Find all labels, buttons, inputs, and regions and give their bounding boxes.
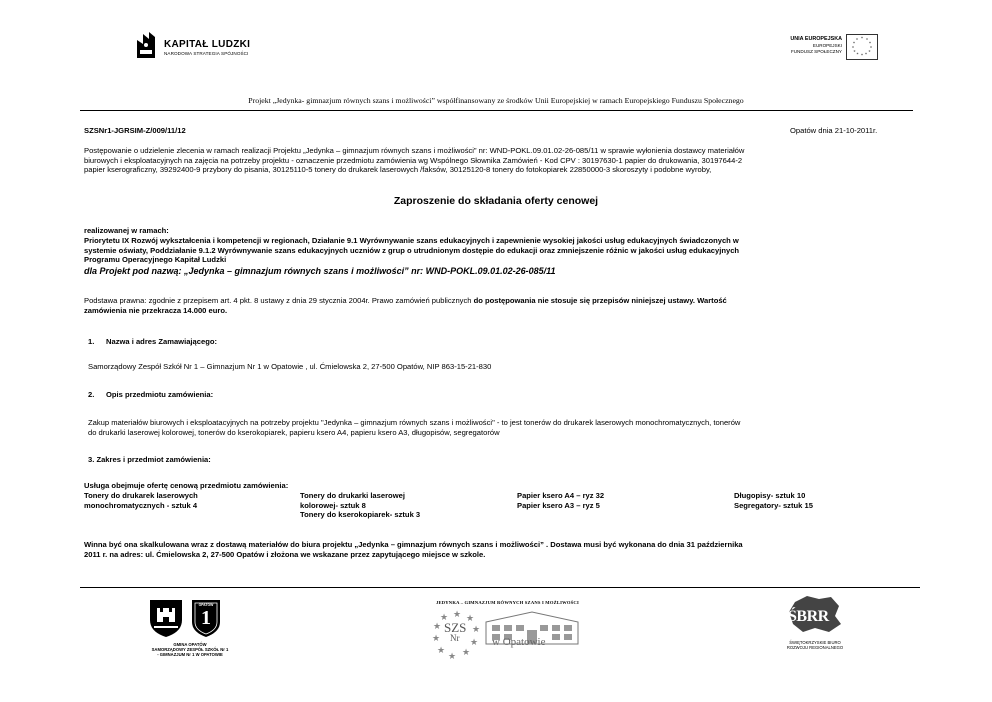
project-logo-nr: Nr bbox=[450, 633, 460, 643]
svg-text:★: ★ bbox=[439, 613, 449, 623]
project-line: Projekt „Jedynka- gimnazjum równych szans i możliwości” współfinansowany ze środków Unii Europejskiej w ramach Europejskiego Funduszu Społecznego bbox=[248, 96, 744, 105]
intro-line: papier kserograficzny, 39292400-9 przybory do pisania, 30125110-5 tonery do drukarek laserowych /faksów, 30125120-8 tonery do fotokopiarek 22850000-3 skoroszyty i podobne wyroby, bbox=[84, 165, 712, 175]
document-date: Opatów dnia 21-10-2011r. bbox=[790, 126, 878, 135]
school-logos bbox=[140, 598, 240, 664]
section-3-title: 3. Zakres i przedmiot zamówienia: bbox=[88, 455, 211, 464]
svg-text:*: * bbox=[852, 45, 854, 51]
svg-text:*: * bbox=[856, 52, 859, 57]
svg-text:★: ★ bbox=[436, 646, 446, 656]
svg-text:*: * bbox=[865, 52, 867, 57]
priority-paragraph bbox=[84, 236, 924, 265]
eu-line3: FUNDUSZ SPOŁECZNY bbox=[790, 49, 842, 54]
document-reference: SZSNr1-JGRSIM-Z/009/11/12 bbox=[84, 126, 186, 135]
item-line: monochromatycznych - sztuk 4 bbox=[84, 500, 198, 510]
project-name: dla Projekt pod nazwą: „Jedynka – gimnazjum równych szans i możliwości” nr: WND-POKL.09.01.02-26-085/11 bbox=[84, 266, 556, 276]
closing-line: 2011 r. na adres: ul. Ćmielowska 2, 27-500 Opatów i złożona we wskazane przez zapytującego miejsce w szkole. bbox=[84, 549, 486, 559]
closing-line: Winna być ona skalkulowana wraz z dostawą materiałów do biura projektu „Jedynka – gimnazjum równych szans i możliwości” . Dostawa musi być wykonana do dnia 31 października bbox=[84, 540, 743, 549]
svg-text:★: ★ bbox=[432, 622, 442, 632]
items-column-4 bbox=[734, 491, 813, 510]
caption-line: GMINA OPATÓW bbox=[173, 642, 207, 647]
svg-text:*: * bbox=[869, 41, 871, 46]
caption-line: ŚWIĘTOKRZYSKIE BIURO bbox=[789, 640, 841, 645]
section-2-line: Zakup materiałów biurowych i eksploatacyjnych na potrzeby projektu "Jedynka – gimnazjum równych szans i możliwości" - to jest tonerów do drukarek laserowych monochromatycznych, tonerów bbox=[88, 418, 741, 427]
footer-rule bbox=[80, 587, 920, 588]
caption-line: ROZWOJU REGIONALNEGO bbox=[786, 645, 844, 650]
eu-logo bbox=[760, 34, 878, 62]
badge-number: 1 bbox=[201, 607, 211, 629]
svg-text:*: * bbox=[853, 41, 855, 46]
project-logo-title: JEDYNKA – GIMNAZJUM RÓWNYCH SZANS I MOŻLIWOŚCI bbox=[436, 600, 579, 605]
eu-title: UNIA EUROPEJSKA bbox=[790, 36, 842, 42]
svg-text:*: * bbox=[870, 45, 872, 51]
closing-paragraph bbox=[84, 540, 924, 559]
section-1-title: Nazwa i adres Zamawiającego: bbox=[106, 337, 217, 346]
svg-text:★: ★ bbox=[465, 614, 475, 624]
item-line: Papier ksero A3 – ryz 5 bbox=[517, 500, 600, 510]
svg-text:*: * bbox=[853, 49, 856, 55]
item-line: Tonery do kserokopiarek- sztuk 3 bbox=[300, 510, 421, 520]
project-logo-szs: SZS bbox=[444, 620, 467, 635]
item-line: Długopisy- sztuk 10 bbox=[734, 491, 806, 500]
svg-text:★: ★ bbox=[471, 625, 481, 635]
sbrr-mark: ŚBRR bbox=[788, 608, 829, 625]
section-1-number: 1. bbox=[88, 337, 95, 346]
items-column-2 bbox=[300, 491, 420, 520]
section-2-number: 2. bbox=[88, 390, 95, 399]
svg-text:*: * bbox=[861, 53, 863, 58]
service-label: Usługa obejmuje ofertę cenową przedmiotu zamówienia: bbox=[84, 481, 289, 490]
item-line: Tonery do drukarki laserowej bbox=[300, 491, 405, 500]
items-column-1 bbox=[84, 491, 198, 510]
svg-text:★: ★ bbox=[469, 638, 479, 648]
document-title: Zaproszenie do składania oferty cenowej bbox=[393, 195, 599, 207]
item-line: Papier ksero A4 – ryz 32 bbox=[517, 491, 605, 500]
svg-text:*: * bbox=[861, 36, 863, 41]
realized-label: realizowanej w ramach: bbox=[84, 226, 169, 235]
section-2-title: Opis przedmiotu zamówienia: bbox=[106, 390, 214, 399]
badge-top-text: OPATÓW bbox=[198, 603, 214, 607]
svg-text:★: ★ bbox=[452, 610, 462, 620]
school-caption bbox=[130, 642, 250, 657]
project-logo bbox=[430, 600, 590, 662]
priority-line: systemie oświaty, Poddziałanie 9.1.2 Wyrównywanie szans edukacyjnych uczniów z grup o utrudnionym dostępie do edukacji oraz zmniejszenie różnic w jakości usług edukacyjnych bbox=[84, 245, 740, 255]
legal-basis-bold: do postępowania nie stosuje się przepisów niniejszej ustawy. Wartość bbox=[473, 296, 727, 305]
item-line: Segregatory- sztuk 15 bbox=[734, 500, 813, 510]
item-line: kolorowej- sztuk 8 bbox=[300, 500, 366, 510]
svg-text:*: * bbox=[868, 49, 871, 55]
project-logo-place: w Opatowie bbox=[492, 636, 546, 648]
intro-paragraph bbox=[84, 146, 924, 175]
kapital-ludzki-logo bbox=[134, 30, 254, 64]
coat-of-arms-icon bbox=[148, 598, 184, 638]
header-rule bbox=[80, 110, 913, 111]
eu-line2: EUROPEJSKI bbox=[812, 43, 842, 48]
legal-basis bbox=[84, 296, 924, 315]
intro-line: Postępowanie o udzielenie zlecenia w ramach realizacji Projektu „Jedynka – gimnazjum równych szans i możliwości” nr: WND-POKL.09.01.02-26-085/11 w sprawie wyłonienia dostawcy materiałów bbox=[84, 146, 745, 155]
svg-text:★: ★ bbox=[432, 634, 441, 644]
svg-text:★: ★ bbox=[447, 652, 457, 662]
sbrr-logo bbox=[780, 594, 850, 660]
kapital-ludzki-title: KAPITAŁ LUDZKI bbox=[164, 39, 251, 50]
sbrr-caption bbox=[770, 640, 860, 650]
kapital-ludzki-icon bbox=[134, 30, 158, 60]
svg-text:★: ★ bbox=[461, 648, 471, 658]
legal-basis-line2: zamówienia nie przekracza 14.000 euro. bbox=[84, 305, 228, 315]
priority-line: Priorytetu IX Rozwój wykształcenia i kompetencji w regionach, Działanie 9.1 Wyrównywanie szans edukacyjnych i zapewnienie wysokiej jakości usług edukacyjnych świadczonych w bbox=[84, 236, 739, 245]
caption-line: - GIMNAZJUM Nr 1 W OPATOWIE bbox=[157, 652, 223, 657]
items-column-3 bbox=[517, 491, 604, 510]
svg-text:*: * bbox=[856, 37, 858, 43]
section-2-line: do drukarki laserowej kolorowej, tonerów do kserokopiarek, papieru ksero A4, papieru ksero A3, długopisów, segregatorów bbox=[88, 427, 500, 437]
legal-basis-text: Podstawa prawna: zgodnie z przepisem art. 4 pkt. 8 ustawy z dnia 29 stycznia 2004r. Prawo zamówień publicznych bbox=[84, 296, 474, 305]
section-1-body: Samorządowy Zespół Szkół Nr 1 – Gimnazjum Nr 1 w Opatowie , ul. Ćmielowska 2, 27-500 Opatów, NIP 863-15-21-830 bbox=[88, 362, 492, 371]
priority-line: Programu Operacyjnego Kapitał Ludzki bbox=[84, 255, 227, 265]
intro-line: biurowych i eksploatacyjnych na zajęcia na potrzeby projektu - oznaczenie przedmiotu zamówienia wg Wspólnego Słownika Zamówień - Kod CPV : 30197630-1 papier do drukowania, 30197644-2 bbox=[84, 155, 743, 165]
section-2-body bbox=[88, 418, 928, 437]
caption-line: SAMORZĄDOWY ZESPÓŁ SZKÓŁ Nr 1 bbox=[151, 647, 229, 652]
svg-text:*: * bbox=[866, 37, 868, 43]
item-line: Tonery do drukarek laserowych bbox=[84, 491, 198, 500]
eu-flag-icon bbox=[846, 34, 878, 60]
kapital-ludzki-subtitle: NARODOWA STRATEGIA SPÓJNOŚCI bbox=[164, 51, 249, 56]
